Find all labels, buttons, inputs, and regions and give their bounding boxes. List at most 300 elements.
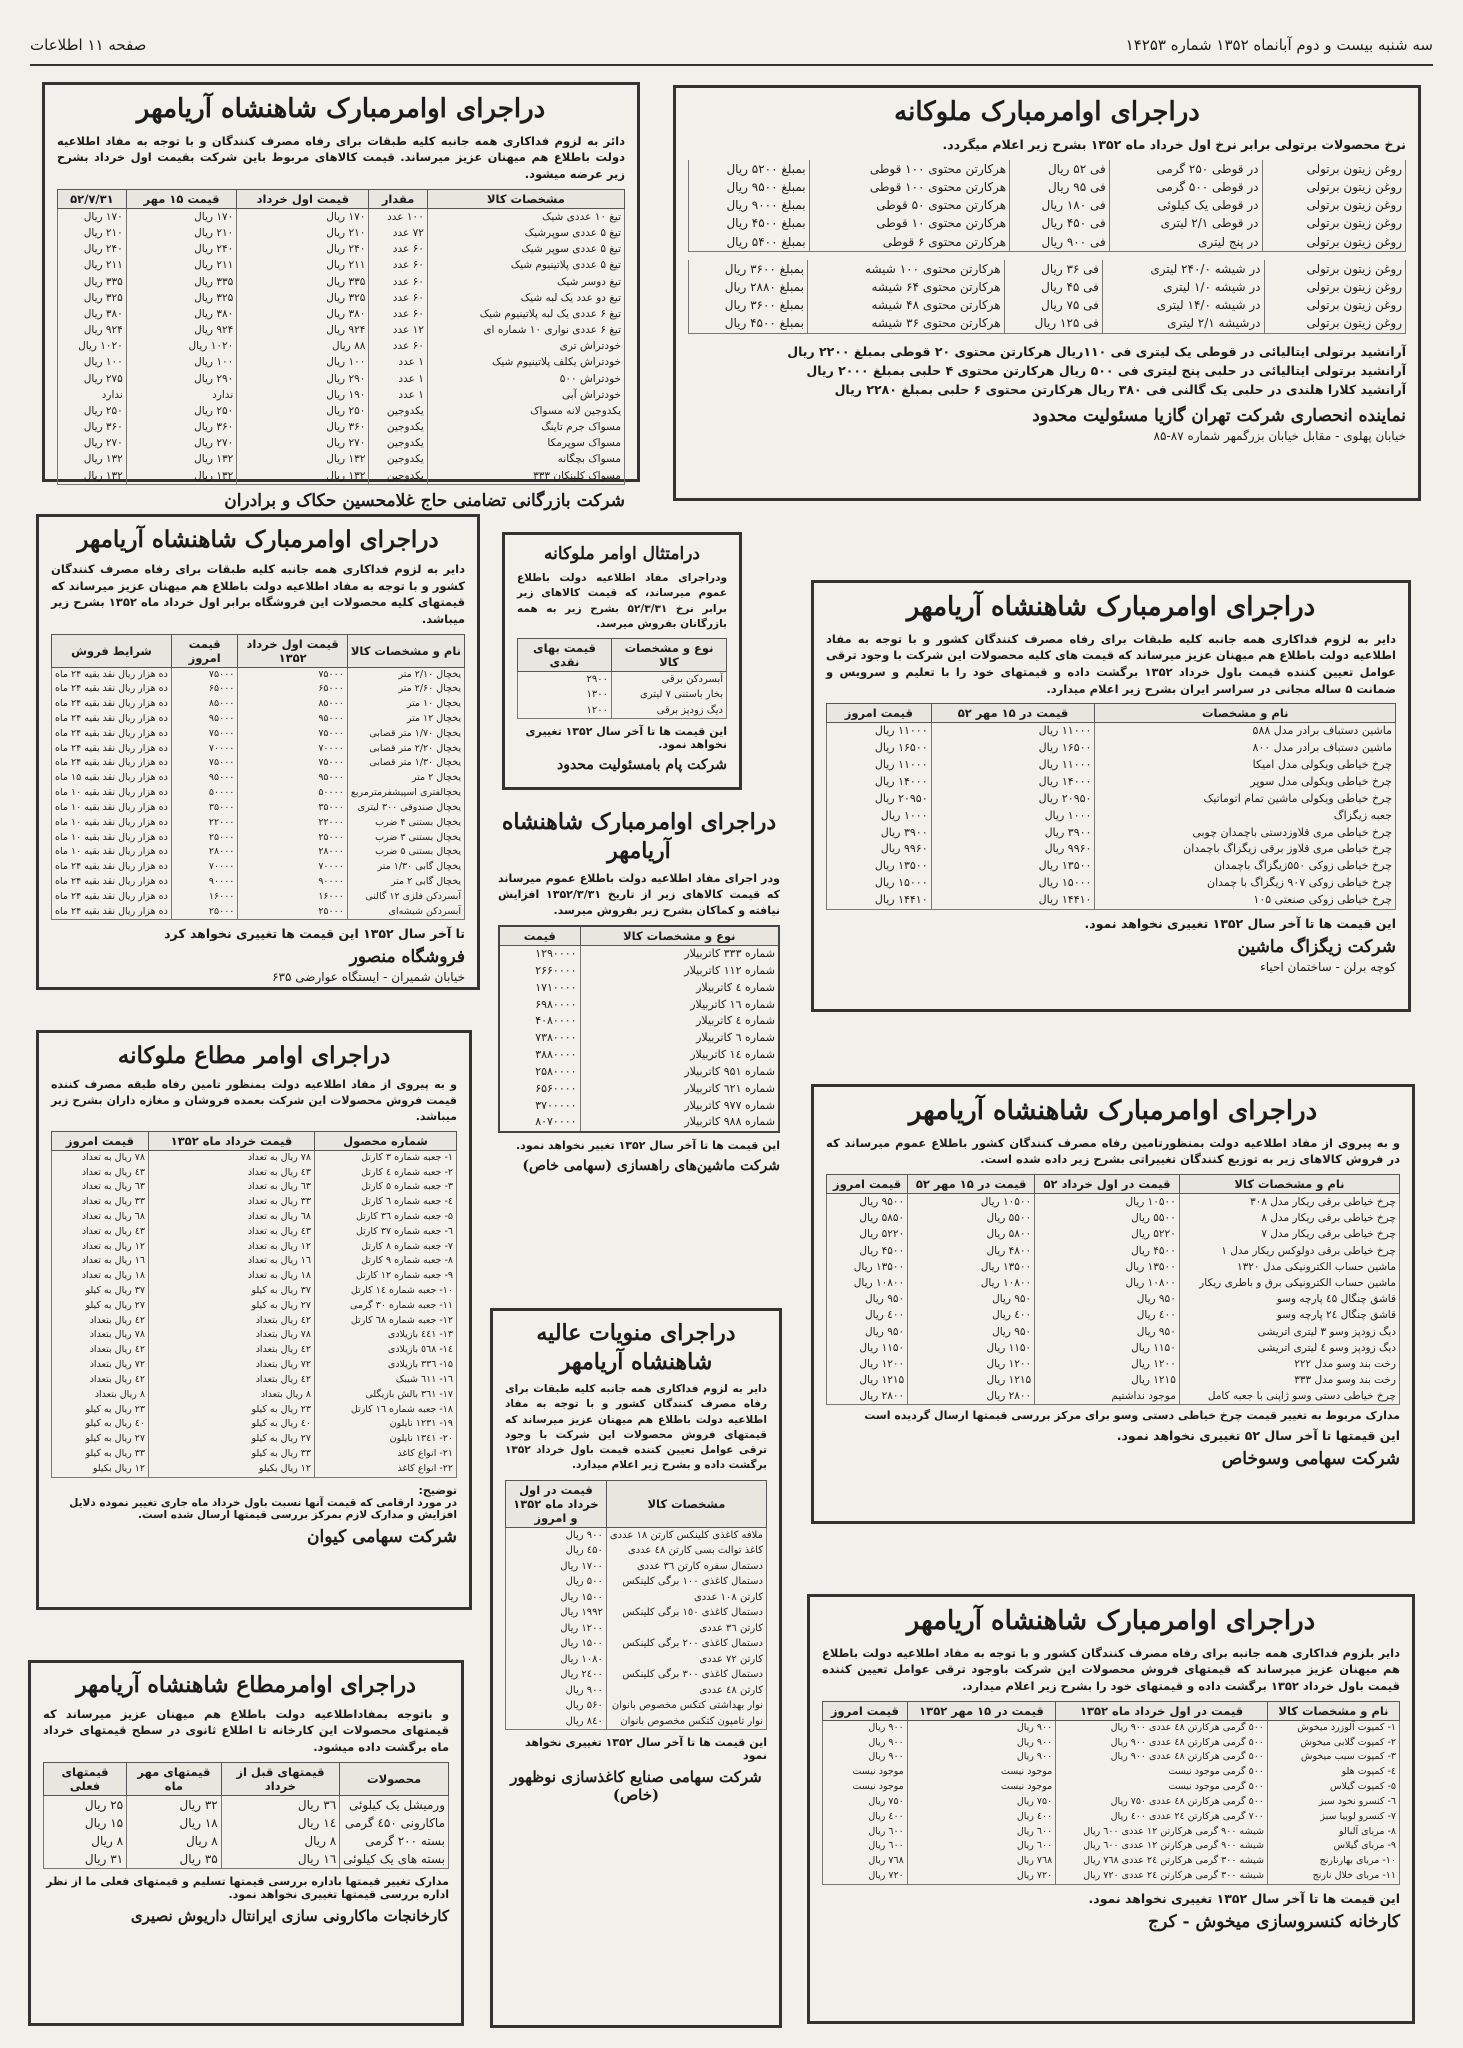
olive-oil-table-cans: [688, 160, 1406, 252]
table-cell: ۲۵۰۰۰: [238, 905, 347, 920]
table-cell: ۱۰۰ ریال: [126, 354, 236, 370]
column-header: قیمت امروز: [171, 634, 238, 667]
table-cell: ۳۳ ریال به کیلو: [148, 1447, 314, 1462]
table-cell: ۱- جعبه شماره ۳ کارتل: [314, 1150, 456, 1165]
table-row: [823, 1825, 1400, 1840]
table-cell: در شیشه ۱۴/۰ لیتری: [1102, 296, 1264, 314]
olive-oil-table-bottles: [688, 260, 1406, 334]
table-cell: ۱۷۰ ریال: [58, 208, 127, 225]
table-cell: ۷۵۰ ریال: [907, 1795, 1055, 1810]
table-cell: شماره ۹۷۷ کاتربیلار: [580, 1098, 779, 1115]
table-cell: ۹۹۶۰ ریال: [827, 841, 932, 858]
table-cell: ۲۵۰۰۰: [238, 831, 347, 846]
company-name: شرکت زیگزاگ ماشین: [1237, 936, 1396, 957]
table-cell: دستمال کاغذی ۳۰۰ برگی کلینکس: [606, 1667, 766, 1683]
table-cell: یخچال بستنی ۴ ضرب: [347, 816, 464, 831]
macaroni-price-table: [43, 1762, 449, 1870]
table-cell: ۹۵۰۰ ریال: [827, 1194, 908, 1211]
table-cell: ۹۵۰ ریال: [827, 1291, 908, 1307]
table-cell: ۱۷- ۳٦۱ بالش بازیگلی: [314, 1388, 456, 1403]
table-cell: فی ۹۵ ریال: [1010, 178, 1110, 196]
table-cell: یخچال ۲/۱۰ متر: [347, 667, 464, 682]
table-cell: ۱۱۵۰ ریال: [908, 1340, 1035, 1356]
table-cell: چرخ خیاطی مری قلاوزدستی باچمدان چوبی: [1095, 825, 1396, 842]
table-cell: ۳- کمپوت سیب میخوش: [1267, 1750, 1399, 1765]
table-cell: روغن زیتون برتولی: [1264, 296, 1405, 314]
table-cell: ۲۴۰ ریال: [237, 241, 369, 257]
table-cell: ده هزار ریال نقد بقیه ۲۴ ماه: [52, 890, 172, 905]
table-cell: یخچال صندوقی ۳۰۰ لیتری: [347, 801, 464, 816]
table-cell: فی ۵۲ ریال: [1010, 160, 1110, 178]
table-cell: ٤۰۰ ریال: [827, 1307, 908, 1323]
table-row: [823, 1854, 1400, 1869]
column-header: قیمت در ۱۵ مهر ۵۲: [931, 704, 1095, 723]
table-cell: ۹- جعبه شماره ۱۲ کارتل: [314, 1269, 456, 1284]
table-cell: ۸۵۰۰۰: [238, 697, 347, 712]
table-cell: ۱۰۰ ریال: [237, 354, 369, 370]
table-row: [499, 1064, 779, 1081]
hakkak-price-table: [57, 189, 625, 485]
table-row: [827, 808, 1396, 825]
table-cell: ۷۲ ریال بتعداد: [52, 1358, 149, 1373]
table-row: [52, 697, 465, 712]
table-cell: یکدوجین: [369, 468, 427, 485]
table-cell: بمبلغ ۳۶۰۰ ریال: [689, 296, 808, 314]
table-cell: ۹۰۰۰۰: [238, 875, 347, 890]
company-address: خیابان شمیران - ایستگاه عوارضی ۶۳۵: [272, 970, 465, 985]
table-cell: ۱۲ ریال به تعداد: [148, 1240, 314, 1255]
table-cell: ۱۰۸۰۰ ریال: [1035, 1275, 1180, 1291]
table-cell: ده هزار ریال نقد بقیه ۱۰ ماه: [52, 816, 172, 831]
table-cell: موجود نیست: [907, 1780, 1055, 1795]
table-cell: ۱۴۰۰۰ ریال: [827, 774, 932, 791]
table-cell: ۷۸ ریال به تعداد: [52, 1150, 149, 1165]
table-cell: ۵۸۰۰ ریال: [908, 1226, 1035, 1242]
table-cell: ٤٣ ریال به تعداد: [52, 1225, 149, 1240]
table-cell: چرخ خیاطی ویکولی ماشین تمام اتوماتیک: [1095, 791, 1396, 808]
table-cell: ۶۰ عدد: [369, 241, 427, 257]
list-item: آرانشید برتولی ایتالیائی در قوطی یک لیتری فی ۱۱۰ریال هرکارتن محتوی ۲۰ قوطی بمبلغ ۲۲۰۰ ریال: [787, 343, 1406, 359]
ad-title: دراجرای اوامرمبارک ملوکانه: [894, 97, 1200, 127]
table-cell: ماشین دستباف برادر مدل ۸۰۰: [1095, 740, 1396, 757]
table-row: [52, 1269, 457, 1284]
table-cell: ۲۱- انواع کاغذ: [314, 1447, 456, 1462]
table-cell: موجود نیست: [907, 1765, 1055, 1780]
table-cell: ۹۵۰ ریال: [908, 1291, 1035, 1307]
table-row: [58, 241, 625, 257]
table-cell: در شیشه ۲۴۰/۰ لیتری: [1102, 260, 1264, 278]
table-cell: ۶۵۶۰۰۰۰: [499, 1081, 580, 1098]
table-cell: ۸- مربای آلبالو: [1267, 1825, 1399, 1840]
table-cell: ۶۵۰۰۰: [171, 682, 238, 697]
table-cell: ۳۶۰ ریال: [126, 419, 236, 435]
table-cell: ۱۱۵۰ ریال: [1035, 1340, 1180, 1356]
table-cell: ۴۸۰۰ ریال: [908, 1243, 1035, 1259]
table-row: [52, 667, 465, 682]
table-cell: ۱۸ ریال به تعداد: [52, 1269, 149, 1284]
table-cell: بخار باستنی ۷ لیتری: [611, 687, 726, 703]
table-cell: ۲۵۰ ریال: [237, 403, 369, 419]
table-cell: ۹۲۴ ریال: [126, 322, 236, 338]
table-cell: ۱۰۰ عدد: [369, 208, 427, 225]
table-cell: ۲۱۰ ریال: [126, 225, 236, 241]
table-cell: در قوطی یک کیلوئی: [1109, 196, 1262, 214]
table-cell: ۱۱- جعبه شماره ۳۰ گرمی: [314, 1299, 456, 1314]
table-cell: ۷٦۸ ریال: [907, 1854, 1055, 1869]
table-cell: ٤- جعبه شماره ٦ کارتل: [314, 1195, 456, 1210]
table-row: [52, 845, 465, 860]
column-header: نام و مشخصات کالا: [1267, 1701, 1399, 1720]
company-name: شرکت سهامی کیوان: [307, 1526, 457, 1547]
table-row: [506, 1714, 767, 1730]
table-row: [827, 1243, 1400, 1259]
table-cell: ۵۶۰ ریال: [506, 1698, 607, 1714]
table-cell: ۱۵۰۰ ریال: [506, 1590, 607, 1606]
table-cell: ۲۸۰۰ ریال: [908, 1388, 1035, 1405]
table-cell: ۶۰ عدد: [369, 274, 427, 290]
table-cell: شماره ۱٦ کاتربیلار: [580, 997, 779, 1014]
table-cell: ۷۵۰۰۰: [238, 667, 347, 682]
table-cell: ده هزار ریال نقد بقیه ۲۴ ماه: [52, 682, 172, 697]
table-row: [518, 671, 727, 687]
table-cell: روغن زیتون برتولی: [1262, 196, 1406, 214]
table-row: [52, 1210, 457, 1225]
column-header: قیمتهای مهر ماه: [127, 1762, 222, 1795]
table-cell: ۱۵- ۳۳٦ بازیلادی: [314, 1358, 456, 1373]
table-cell: ۲۲- انواع کاغذ: [314, 1462, 456, 1477]
table-cell: در قوطی ۲/۱ لیتری: [1109, 214, 1262, 232]
ad-footer-note: این قیمت ها تا آخر سال ۱۳۵۲ تغییری نخواهد نمود: [524, 1736, 767, 1762]
column-header: نوع و مشخصات کالا: [611, 638, 726, 671]
table-cell: ۲۴۰ ریال: [126, 241, 236, 257]
ad-intro: ودر اجرای مفاد اطلاعیه دولت باطلاع عموم میرساند که قیمت کالاهای زیر از تاریخ ۱۳۵۲/۳/۳۱ افزایش نیافته و کماکان بشرح زیر بفروش میرسد.: [498, 872, 780, 918]
table-cell: ۱۱۰۰۰ ریال: [827, 723, 932, 740]
column-header: نام و مشخصات: [1095, 704, 1396, 723]
table-row: [52, 1284, 457, 1299]
table-row: [689, 178, 1406, 196]
table-cell: ۱ عدد: [369, 354, 427, 370]
table-cell: فی ۴۵۰ ریال: [1010, 214, 1110, 232]
table-cell: ده هزار ریال نقد بقیه ۲۴ ماه: [52, 875, 172, 890]
table-cell: در شیشه ۱/۰ لیتری: [1102, 278, 1264, 296]
table-cell: ۳۵۰۰۰: [171, 801, 238, 816]
table-cell: ۱۶۵۰۰ ریال: [931, 740, 1095, 757]
table-row: [52, 742, 465, 757]
ad-note: مدارک مربوط به تغییر قیمت چرخ خیاطی دستی وسو برای مرکز بررسی قیمتها ارسال گردیده است: [864, 1409, 1400, 1423]
table-cell: ٤٠ ریال به کیلو: [148, 1417, 314, 1432]
column-header: قیمت در اول خرداد ماه ۱۳۵۲ و امروز: [506, 1480, 607, 1527]
table-cell: ۱۶۵۰۰ ریال: [827, 740, 932, 757]
table-cell: ۷۰۰ گرمی هرکارتن ۲٤ عددی ٤۰۰ ریال: [1056, 1810, 1268, 1825]
column-header: شماره محصول: [314, 1131, 456, 1150]
table-cell: چرخ خیاطی ویکولی مدل سوپر: [1095, 774, 1396, 791]
table-row: [827, 740, 1396, 757]
mansour-price-table: [51, 634, 465, 921]
table-cell: موجود نیست: [823, 1780, 908, 1795]
table-cell: ٤٣ ریال به تعداد: [52, 1166, 149, 1181]
table-cell: شماره ٤ کاتربیلار: [580, 1013, 779, 1030]
table-cell: شیشه ۳۰۰ گرمی هرکارتن ۲٤ عددی ۷۲۰ ریال: [1056, 1869, 1268, 1884]
table-cell: ماشین حساب الکترونیکی برق و باطری ریکار: [1179, 1275, 1399, 1291]
table-cell: تیغ دوسر شیک: [427, 274, 624, 290]
table-cell: چرخ خیاطی زوکی ۵۵۰زیگزاگ باچمدان: [1095, 858, 1396, 875]
table-cell: ۹- مربای گیلاس: [1267, 1839, 1399, 1854]
table-row: [499, 1047, 779, 1064]
table-row: [52, 816, 465, 831]
table-cell: ۵۰۰ گرمی موجود نیست: [1056, 1765, 1268, 1780]
column-header: قیمت اول خرداد ۱۳۵۲: [238, 634, 347, 667]
table-cell: شماره ٦ کاتربیلار: [580, 1030, 779, 1047]
table-cell: ۱۸ ریال به تعداد: [148, 1269, 314, 1284]
table-cell: ۲۵۰ ریال: [58, 403, 127, 419]
table-cell: ۱۰۵۰۰ ریال: [1035, 1194, 1180, 1211]
table-cell: ۴۵۰۰ ریال: [827, 1243, 908, 1259]
table-cell: آبسردکن برقی: [611, 671, 726, 687]
table-cell: یکدوجین: [369, 403, 427, 419]
table-cell: تیغ ۶ عددی یک لبه پلاتینیوم شیک: [427, 306, 624, 322]
table-cell: یکدوجین: [369, 419, 427, 435]
table-row: [823, 1780, 1400, 1795]
ad-title: دراجرای اوامرمبارک شاهنشاه آریامهر: [906, 592, 1316, 622]
table-cell: ۱۲۰۰: [518, 703, 612, 719]
ad-zigzag-machine: [811, 580, 1411, 1012]
table-cell: ۲۸۰۰۰: [171, 845, 238, 860]
table-cell: ۵۰۰ گرمی هرکارتن ٤۸ عددی ۷۵۰ ریال: [1056, 1795, 1268, 1810]
table-cell: ۱- کمپوت آلوزرد میخوش: [1267, 1720, 1399, 1735]
table-row: [52, 712, 465, 727]
table-cell: دستمال کاغذی ۱٥۰ برگی کلینکس: [606, 1605, 766, 1621]
column-header: قیمت در اول خرداد ۵۲: [1035, 1175, 1180, 1194]
table-cell: ۳۳ ریال به کیلو: [52, 1447, 149, 1462]
table-cell: ۳۸۰ ریال: [58, 306, 127, 322]
table-row: [827, 1356, 1400, 1372]
table-cell: ۱۶۰۰۰: [171, 890, 238, 905]
table-cell: ۲۷۰ ریال: [58, 435, 127, 451]
table-cell: روغن زیتون برتولی: [1262, 160, 1406, 178]
table-cell: ۲۳ ریال به کیلو: [52, 1403, 149, 1418]
table-cell: ۱۲۱۵ ریال: [1035, 1372, 1180, 1388]
table-cell: ۷۸ ریال به تعداد: [148, 1150, 314, 1165]
table-cell: شماره ٦٢١ کاتربیلار: [580, 1081, 779, 1098]
table-cell: ۹۲۴ ریال: [237, 322, 369, 338]
table-cell: ۷۰۰۰۰: [171, 742, 238, 757]
company-name: کارخانه کنسروسازی میخوش - کرج: [1148, 1911, 1400, 1932]
ad-title: دراجرای اوامرمبارک شاهنشاه آریامهر: [906, 1606, 1316, 1636]
table-cell: ۲۵۸۰۰۰۰: [499, 1064, 580, 1081]
table-row: [52, 890, 465, 905]
table-cell: ۱٦ ریال: [221, 1850, 339, 1869]
table-row: [52, 905, 465, 920]
table-row: [52, 1180, 457, 1195]
table-cell: ۹۰۰ ریال: [907, 1720, 1055, 1735]
table-cell: ۱۳۲ ریال: [126, 468, 236, 485]
table-row: [506, 1652, 767, 1668]
table-cell: ۱۳۲ ریال: [237, 468, 369, 485]
table-cell: ۷۲ عدد: [369, 225, 427, 241]
table-row: [827, 1388, 1400, 1405]
ad-nozohour-paper: [490, 1308, 782, 2028]
table-row: [52, 786, 465, 801]
table-cell: ندارد: [58, 387, 127, 403]
table-cell: ۲۱۰ ریال: [237, 225, 369, 241]
ad-road-machinery: [486, 800, 792, 1290]
table-cell: مسواک بچگانه: [427, 451, 624, 467]
table-cell: ۱۲ عدد: [369, 322, 427, 338]
table-cell: چرخ خیاطی ویکولی مدل امیکا: [1095, 757, 1396, 774]
table-row: [58, 225, 625, 241]
table-cell: هرکارتن محتوی ۱۰۰ شیشه: [807, 260, 1004, 278]
table-cell: روغن زیتون برتولی: [1262, 178, 1406, 196]
table-row: [52, 1254, 457, 1269]
table-row: [499, 1030, 779, 1047]
table-row: [52, 682, 465, 697]
table-cell: ۷- کنسرو لوبیا سبز: [1267, 1810, 1399, 1825]
table-cell: ۲۸۰۰ ریال: [827, 1388, 908, 1405]
table-cell: ۷۵۰۰۰: [238, 727, 347, 742]
table-cell: ۳۳۵ ریال: [58, 274, 127, 290]
table-cell: ۱۵ ریال: [44, 1814, 127, 1832]
table-cell: ۲۱۰ ریال: [58, 225, 127, 241]
table-row: [44, 1832, 449, 1850]
table-cell: ۲۱۱ ریال: [58, 257, 127, 273]
table-cell: ۵۰۰ گرمی هرکارتن ٤۸ عددی ۹۰۰ ریال: [1056, 1736, 1268, 1751]
table-cell: ۵۲۲۰ ریال: [1035, 1226, 1180, 1242]
table-row: [52, 1166, 457, 1181]
table-cell: ۵۸۵۰ ریال: [827, 1210, 908, 1226]
table-cell: ۱۳۲ ریال: [58, 451, 127, 467]
table-row: [827, 1291, 1400, 1307]
table-cell: شیشه ۹۰۰ گرمی هرکارتن ۱۲ عددی ٦۰۰ ریال: [1056, 1825, 1268, 1840]
table-cell: در قوطی ۲۵۰ گرمی: [1109, 160, 1262, 178]
table-cell: آبسردکن شیشه‌ای: [347, 905, 464, 920]
table-cell: ۹۰۰ ریال: [506, 1683, 607, 1699]
table-cell: هرکارتن محتوی ۱۰۰ قوطی: [809, 178, 1009, 196]
column-header: قیمت اول خرداد: [237, 189, 369, 208]
ad-footer-note: این قیمت ها تا آخر سال ۱۳۵۲ تغییری نخواهد نمود.: [525, 725, 727, 752]
table-cell: نوار بهداشتی کتکس مخصوص بانوان: [606, 1698, 766, 1714]
table-cell: ۱۷۰۰ ریال: [506, 1559, 607, 1575]
table-cell: ۷۸ ریال بتعداد: [52, 1328, 149, 1343]
table-cell: ۱۳۲ ریال: [58, 468, 127, 485]
table-cell: ۱۵۰۰۰ ریال: [827, 875, 932, 892]
table-row: [827, 774, 1396, 791]
table-cell: ۱۳۲ ریال: [126, 451, 236, 467]
column-header: قیمتهای فعلی: [44, 1762, 127, 1795]
column-header: قیمت امروز: [823, 1701, 908, 1720]
table-cell: رخت بند وسو مدل ۲۲۲: [1179, 1356, 1399, 1372]
table-row: [827, 1210, 1400, 1226]
table-row: [499, 1114, 779, 1132]
table-cell: یخچال ۲/۶۰ متر: [347, 682, 464, 697]
table-cell: ده هزار ریال نقد بقیه ۲۴ ماه: [52, 667, 172, 682]
table-cell: ۳۲ ریال: [127, 1795, 222, 1814]
table-cell: هرکارتن محتوی ۴۸ شیشه: [807, 296, 1004, 314]
table-cell: ده هزار ریال نقد بقیه ۲۴ ماه: [52, 905, 172, 920]
table-cell: ۲۹۰ ریال: [237, 371, 369, 387]
table-cell: ۳۵۰۰۰: [238, 801, 347, 816]
company-name: شرکت پام بامسئولیت محدود: [556, 757, 727, 774]
table-cell: ۱۱۰۰۰ ریال: [931, 757, 1095, 774]
column-header: قیمت امروز: [52, 1131, 149, 1150]
table-cell: شیشه ۳۰۰ گرمی هرکارتن ۲٤ عددی ۷٦۸ ریال: [1056, 1854, 1268, 1869]
table-row: [52, 1388, 457, 1403]
ad-intro: و باتوجه بمفاداطلاعیه دولت باطلاع هم میهنان عزیز میرساند که قیمتهای محصولات این کارخانه تا اطلاع ثانوی در سطح قیمتهای خرداد ماه برگشت داده میشود.: [43, 1706, 449, 1754]
table-cell: ۱٦ ریال به تعداد: [148, 1254, 314, 1269]
table-cell: ماشین حساب الکترونیکی مدل ۱۳۲۰: [1179, 1259, 1399, 1275]
table-cell: ۱۰۰۰ ریال: [827, 808, 932, 825]
table-cell: ۱۷۱۰۰۰۰: [499, 980, 580, 997]
table-cell: هرکارتن محتوی ۱۰۰ قوطی: [809, 160, 1009, 178]
ad-footer-note: مدارک تغییر قیمتها باداره بررسی قیمتها تسلیم و قیمتهای فعلی ما از نظر اداره بررسی قیمتها تغییری نخواهد نمود.: [46, 1875, 449, 1902]
table-cell: بمبلغ ۴۵۰۰ ریال: [689, 214, 810, 232]
table-row: [499, 963, 779, 980]
issue-date-line: سه شنبه بیست و دوم آبانماه ۱۳۵۲ شماره ۱۴۲۵۳: [1125, 36, 1433, 54]
company-name: نماینده انحصاری شرکت تهران گازیا مسئولیت محدود: [1032, 405, 1406, 426]
table-cell: ۲۷ ریال به کیلو: [148, 1432, 314, 1447]
table-cell: ۳٦ ریال: [221, 1795, 339, 1814]
table-cell: ۱۹- ۱۲۳۱ نایلون: [314, 1417, 456, 1432]
table-cell: تیغ ۱۰ عددی شیک: [427, 208, 624, 225]
table-cell: ۸ ریال: [221, 1832, 339, 1850]
table-cell: ۱۳۵۰۰ ریال: [827, 1259, 908, 1275]
table-cell: بمبلغ ۲۸۸۰ ریال: [689, 278, 808, 296]
company-name: شرکت سهامی صنایع کاغذسازی نوظهور (خاص): [510, 1768, 762, 1804]
table-cell: یخچال ۱/۳۰ متر قصابی: [347, 756, 464, 771]
page-number-line: صفحه ۱۱ اطلاعات: [30, 36, 147, 54]
table-cell: ۷۳۸۰۰۰۰: [499, 1030, 580, 1047]
table-cell: ۲۱۱ ریال: [126, 257, 236, 273]
column-header: نوع و مشخصات کالا: [580, 926, 779, 946]
column-header: قیمت خرداد ماه ۱۳۵۲: [148, 1131, 314, 1150]
table-cell: ۷۵۰۰۰: [171, 756, 238, 771]
ad-hakkak-razors: [42, 82, 640, 511]
table-cell: ۱۱۰۰۰ ریال: [931, 723, 1095, 740]
table-cell: موجود نیست: [823, 1765, 908, 1780]
company-name: فروشگاه منصور: [349, 947, 465, 968]
table-cell: نوار تامپون کتکس مخصوص بانوان: [606, 1714, 766, 1730]
table-cell: چرخ خیاطی برقی دولوکس ریکار مدل ۱: [1179, 1243, 1399, 1259]
ad-title: دراجرای اوامرمبارک شاهنشاه آریامهر: [77, 526, 439, 553]
table-cell: خودتراش یکلف پلاتینیوم شیک: [427, 354, 624, 370]
table-row: [499, 1013, 779, 1030]
table-cell: یخچال ۲/۲۰ متر قصابی: [347, 742, 464, 757]
table-cell: فی ۱۸۰ ریال: [1010, 196, 1110, 214]
table-cell: آبسردکن فلزی ۱۲ گالنی: [347, 890, 464, 905]
table-row: [58, 208, 625, 225]
table-cell: ۷۰۰۰۰: [171, 860, 238, 875]
table-cell: دیگ زودپز برقی: [611, 703, 726, 719]
table-cell: ٤٢ ریال بتعداد: [52, 1373, 149, 1388]
table-row: [52, 771, 465, 786]
table-cell: ۳۷ ریال به کیلو: [148, 1284, 314, 1299]
table-row: [506, 1605, 767, 1621]
table-cell: ده هزار ریال نقد بقیه ۲۴ ماه: [52, 742, 172, 757]
table-cell: ۱۹۹۲ ریال: [506, 1605, 607, 1621]
table-cell: قاشق چنگال ۲٤ پارچه وسو: [1179, 1307, 1399, 1323]
column-header: مشخصات کالا: [427, 189, 624, 208]
table-cell: شماره ۳۳۳ کاتربیلار: [580, 946, 779, 963]
table-cell: ۷۵۰۰۰: [171, 727, 238, 742]
table-cell: ۱۲۱۵ ریال: [827, 1372, 908, 1388]
table-cell: ٦٨ ریال به تعداد: [52, 1210, 149, 1225]
column-header: قیمت در اول خرداد ماه ۱۳۵۲: [1056, 1701, 1268, 1720]
table-cell: ۱۲۱۵ ریال: [908, 1372, 1035, 1388]
ad-mikhosh-cannery: [807, 1594, 1415, 2024]
olive-oil-extra-list: [688, 342, 1406, 400]
table-row: [506, 1683, 767, 1699]
table-row: [827, 791, 1396, 808]
table-cell: شماره ۹۸۸ کاتربیلار: [580, 1114, 779, 1132]
